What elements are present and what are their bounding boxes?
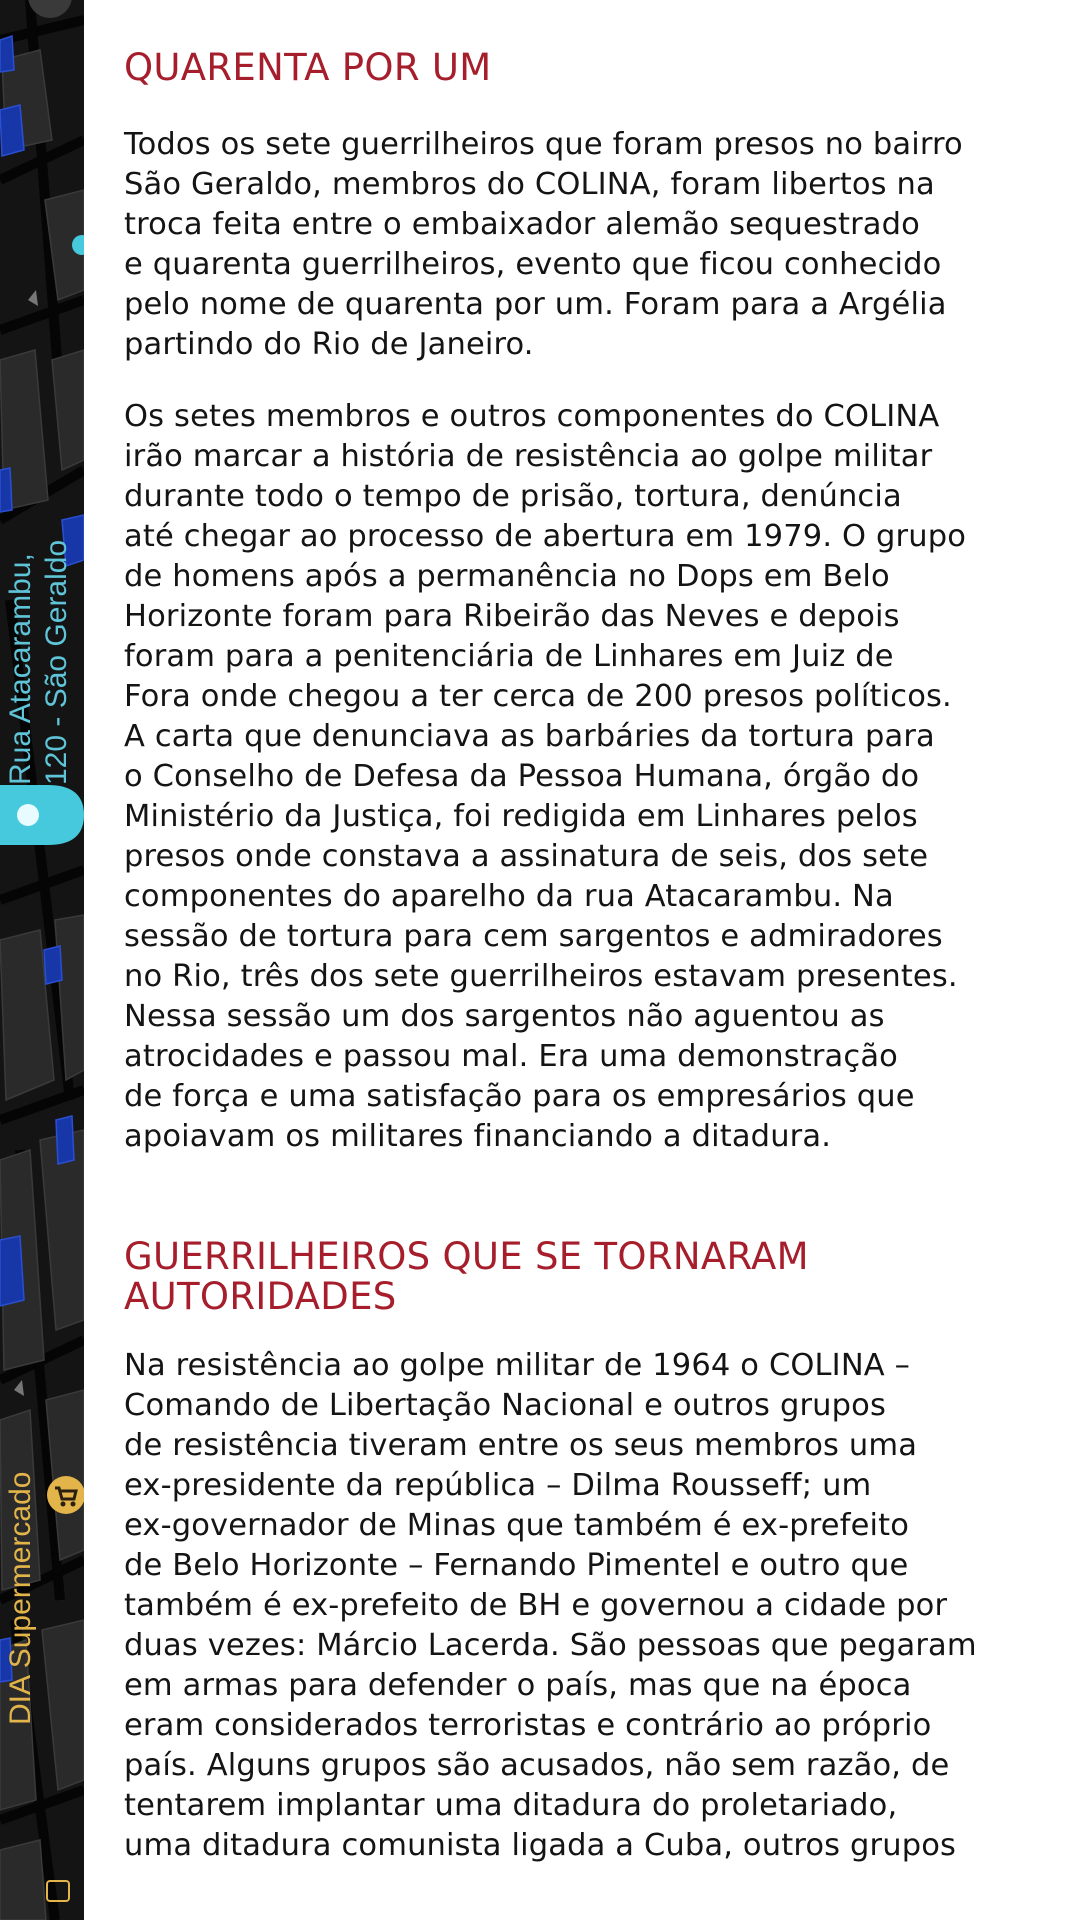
text-line: ex-presidente da república – Dilma Rousseff; um xyxy=(124,1468,872,1503)
text-line: partindo do Rio de Janeiro. xyxy=(124,327,534,362)
text-line: presos onde constava a assinatura de seis, dos sete xyxy=(124,839,929,874)
text-line: apoiavam os militares financiando a ditadura. xyxy=(124,1119,832,1154)
text-line: o Conselho de Defesa da Pessoa Humana, órgão do xyxy=(124,759,920,794)
text-line: eram considerados terroristas e contrário ao próprio xyxy=(124,1708,932,1743)
text-line: até chegar ao processo de abertura em 1979. O grupo xyxy=(124,519,967,554)
text-line: troca feita entre o embaixador alemão sequestrado xyxy=(124,207,920,242)
text-line: e quarenta guerrilheiros, evento que ficou conhecido xyxy=(124,247,942,282)
section-heading-quarenta-por-um: QUARENTA POR UM xyxy=(124,46,492,89)
text-line: de homens após a permanência no Dops em Belo xyxy=(124,559,890,594)
text-line: foram para a penitenciária de Linhares em Juiz de xyxy=(124,639,894,674)
map-strip[interactable] xyxy=(0,0,84,1920)
text-line: A carta que denunciava as barbáries da tortura para xyxy=(124,719,935,754)
text-line: também é ex-prefeito de BH e governou a cidade por xyxy=(124,1588,948,1623)
street-label-line-2[interactable]: 120 - São Geraldo xyxy=(40,539,73,785)
text-line: de força e uma satisfação para os empresários que xyxy=(124,1079,915,1114)
text-line: país. Alguns grupos são acusados, não sem razão, de xyxy=(124,1748,950,1783)
text-line: Na resistência ao golpe militar de 1964 o COLINA – xyxy=(124,1348,911,1383)
text-line: de Belo Horizonte – Fernando Pimentel e outro que xyxy=(124,1548,909,1583)
text-line: no Rio, três dos sete guerrilheiros estavam presentes. xyxy=(124,959,958,994)
text-line: componentes do aparelho da rua Atacarambu. Na xyxy=(124,879,894,914)
paragraph xyxy=(124,1346,977,1866)
text-line: uma ditadura comunista ligada a Cuba, outros grupos xyxy=(124,1828,957,1863)
store-label[interactable]: DIA Supermercado xyxy=(4,1471,37,1725)
text-line: atrocidades e passou mal. Era uma demonstração xyxy=(124,1039,898,1074)
location-pin-icon[interactable] xyxy=(0,775,84,855)
street-label-line-1[interactable]: Rua Atacarambu, xyxy=(4,553,37,785)
heading-line: GUERRILHEIROS QUE SE TORNARAM xyxy=(124,1235,809,1278)
text-line: Nessa sessão um dos sargentos não aguentou as xyxy=(124,999,885,1034)
text-line: duas vezes: Márcio Lacerda. São pessoas que pegaram xyxy=(124,1628,977,1663)
text-line: Horizonte foram para Ribeirão das Neves e depois xyxy=(124,599,900,634)
text-line: em armas para defender o país, mas que na época xyxy=(124,1668,912,1703)
text-line: Ministério da Justiça, foi redigida em Linhares pelos xyxy=(124,799,918,834)
text-line: Todos os sete guerrilheiros que foram presos no bairro xyxy=(124,127,963,162)
text-line: Comando de Libertação Nacional e outros grupos xyxy=(124,1388,886,1423)
text-line: de resistência tiveram entre os seus membros uma xyxy=(124,1428,918,1463)
text-line: pelo nome de quarenta por um. Foram para a Argélia xyxy=(124,287,947,322)
text-line: Os setes membros e outros componentes do COLINA xyxy=(124,399,940,434)
store-marker-icon xyxy=(46,1880,70,1902)
text-line: durante todo o tempo de prisão, tortura, denúncia xyxy=(124,479,902,514)
text-line: Fora onde chegou a ter cerca de 200 presos políticos. xyxy=(124,679,952,714)
paragraph xyxy=(124,397,966,1157)
text-line: São Geraldo, membros do COLINA, foram libertos na xyxy=(124,167,935,202)
paragraph xyxy=(124,125,963,365)
section-heading-guerrilheiros xyxy=(124,1237,809,1317)
shopping-cart-icon[interactable] xyxy=(46,1475,84,1515)
text-line: sessão de tortura para cem sargentos e admiradores xyxy=(124,919,943,954)
text-line: ex-governador de Minas que também é ex-prefeito xyxy=(124,1508,910,1543)
text-line: irão marcar a história de resistência ao golpe militar xyxy=(124,439,933,474)
heading-line: AUTORIDADES xyxy=(124,1275,397,1318)
text-line: tentarem implantar uma ditadura do proletariado, xyxy=(124,1788,898,1823)
